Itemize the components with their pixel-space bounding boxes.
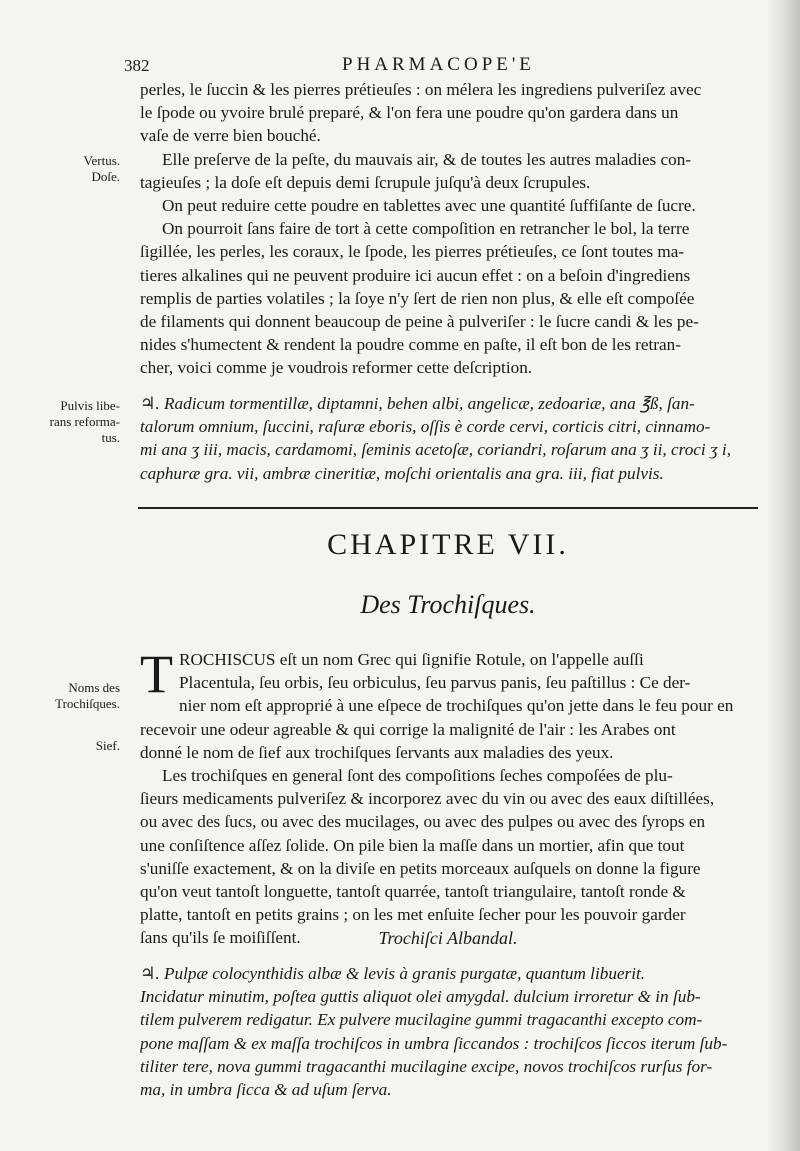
text-line: tiliter tere, nova gummi tragacanthi mucilagine excipe, novos trochiſcos rurſus for-: [140, 1056, 713, 1076]
text-line: le ſpode ou yvoire brulé preparé, & l'on fera une poudre qu'on gardera dans un: [140, 103, 679, 123]
text-line: Les trochiſques en general ſont des compoſitions ſeches compoſées de plu-: [162, 766, 673, 785]
text-line: caphuræ gra. vii, ambræ cineritiæ, moſchi orientalis ana gra. iii, fiat pulvis.: [140, 463, 664, 483]
margin-note-line: Doſe.: [91, 169, 120, 184]
text-line: nides s'humectent & rendent la poudre comme en paſte, il eſt bon de les retran-: [140, 335, 681, 355]
margin-note-line: Noms des: [68, 680, 120, 695]
margin-note-line: Pulvis libe-: [60, 398, 120, 413]
text-line: s'uniſſe exactement, & on la diviſe en petits morceaux auſquels on donne la figure: [140, 858, 701, 878]
text-line: perles, le ſuccin & les pierres prétieuſes : on mélera les ingrediens pulveriſez avec: [140, 80, 702, 99]
text-line: On pourroit ſans faire de tort à cette compoſition en retrancher le bol, la terre: [162, 219, 690, 239]
text-line: ROCHISCUS eſt un nom Grec qui ſignifie Rotule, on l'appelle auſſi: [179, 650, 644, 669]
text-line: une conſiſtence aſſez ſolide. On pile bien la maſſe dans un mortier, afin que tout: [140, 835, 685, 855]
text-line: pone maſſam & ex maſſa trochiſcos in umbra ſiccandos : trochiſcos ſiccos iterum ſub-: [140, 1033, 728, 1053]
margin-note-pulvis: [20, 398, 120, 446]
text-line: ſigillée, les perles, les coraux, le ſpode, les pierres prétieuſes, ce ſont toutes ma-: [140, 242, 685, 262]
text-line: tagieuſes ; la doſe eſt depuis demi ſcrupule juſqu'à deux ſcrupules.: [140, 173, 591, 193]
text-line: tilem pulverem redigatur. Ex pulvere mucilagine gummi tragacanthi excepto com-: [140, 1010, 703, 1030]
text-line: ſieurs medicaments pulveriſez & incorporez avec du vin ou avec des eaux diſtillées,: [140, 789, 715, 809]
text-line: platte, tantoſt en petits grains ; on les met enſuite ſecher pour les pouvoir garder: [140, 905, 686, 925]
margin-note-line: tus.: [101, 430, 120, 445]
margin-note-noms: [20, 680, 120, 712]
text-line: qu'on veut tantoſt longuette, tantoſt quarrée, tantoſt triangulaire, tantoſt ronde &: [140, 881, 686, 901]
page-number: 382: [124, 56, 150, 75]
text-line: ou avec des ſucs, ou avec des mucilages, ou avec des pulpes ou avec des ſyrops en: [140, 812, 706, 832]
text-line: cher, voici comme je voudrois reformer cette deſcription.: [140, 358, 533, 378]
text-line: talorum omnium, ſuccini, raſuræ eboris, oſſis è corde cervi, corticis citri, cinnamo-: [140, 417, 711, 437]
paragraph-reformulation: [140, 194, 756, 380]
text-line: vaſe de verre bien bouché.: [140, 126, 321, 146]
text-line: nier nom eſt approprié à une eſpece de trochiſques qu'on jette dans le feu pour en: [179, 696, 734, 716]
text-line: Incidatur minutim, poſtea guttis aliquot olei amygdal. dulcium irroretur & in ſub-: [140, 987, 701, 1007]
text-line: Elle preſerve de la peſte, du mauvais air, & de toutes les autres maladies con-: [162, 150, 692, 169]
text-line: de filaments qui donnent beaucoup de peine à pulveriſer : le ſucre candi & les pe-: [140, 311, 699, 331]
margin-note-line: Sief.: [95, 738, 120, 753]
margin-note-line: Trochiſques.: [55, 696, 120, 711]
chapter-title: CHAPITRE VII.: [327, 528, 569, 561]
recipe-albandal: [140, 962, 756, 1101]
text-line: tieres alkalines qui ne peuvent produire ici aucun effet : on a beſoin d'ingrediens: [140, 265, 691, 285]
recipe-pulvis: [140, 392, 756, 485]
margin-note-sief: [20, 738, 120, 754]
margin-note-line: Vertus.: [83, 153, 120, 168]
text-line: Placentula, ſeu orbis, ſeu orbiculus, ſeu parvus panis, ſeu paſtillus : Ce der-: [179, 673, 691, 693]
chapter-subtitle: Des Trochiſques.: [360, 590, 536, 619]
page-edge-shadow: [766, 0, 800, 1151]
text-line: On peut reduire cette poudre en tablettes avec une quantité ſuffiſante de ſucre.: [162, 196, 696, 215]
margin-note-line: rans reforma-: [49, 414, 120, 429]
text-line: donné le nom de ſief aux trochiſques ſervants aux maladies des yeux.: [140, 742, 614, 762]
text-line: ♃. Pulpæ colocynthidis albæ & levis à granis purgatæ, quantum libuerit.: [140, 964, 646, 983]
section-title: Trochiſci Albandal.: [378, 928, 518, 948]
text-line: ♃. Radicum tormentillæ, diptamni, behen albi, angelicæ, zedoariæ, ana ℥ß, ſan-: [140, 394, 695, 413]
margin-note-vertus: [20, 153, 120, 185]
running-title: PHARMACOPE'E: [342, 54, 535, 75]
horizontal-rule: [138, 507, 758, 509]
text-line: mi ana ʒ iii, macis, cardamomi, ſeminis acetoſæ, coriandri, roſarum ana ʒ ii, croci ʒ i,: [140, 440, 731, 460]
text-line: ſans qu'ils ſe moiſiſſent.: [140, 928, 301, 948]
paragraph-general: [140, 764, 756, 950]
text-line: ma, in umbra ſicca & ad uſum ſerva.: [140, 1079, 392, 1099]
paragraph-continuation: [140, 78, 756, 148]
text-line: remplis de parties volatiles ; la ſoye n'y ſert de rien non plus, & elle eſt compoſée: [140, 288, 695, 308]
drop-cap: T: [140, 644, 173, 704]
paragraph-vertus: [140, 148, 756, 194]
paragraph-trochiscus: [140, 644, 756, 764]
text-line: recevoir une odeur agreable & qui corrige la malignité de l'air : les Arabes ont: [140, 719, 676, 739]
